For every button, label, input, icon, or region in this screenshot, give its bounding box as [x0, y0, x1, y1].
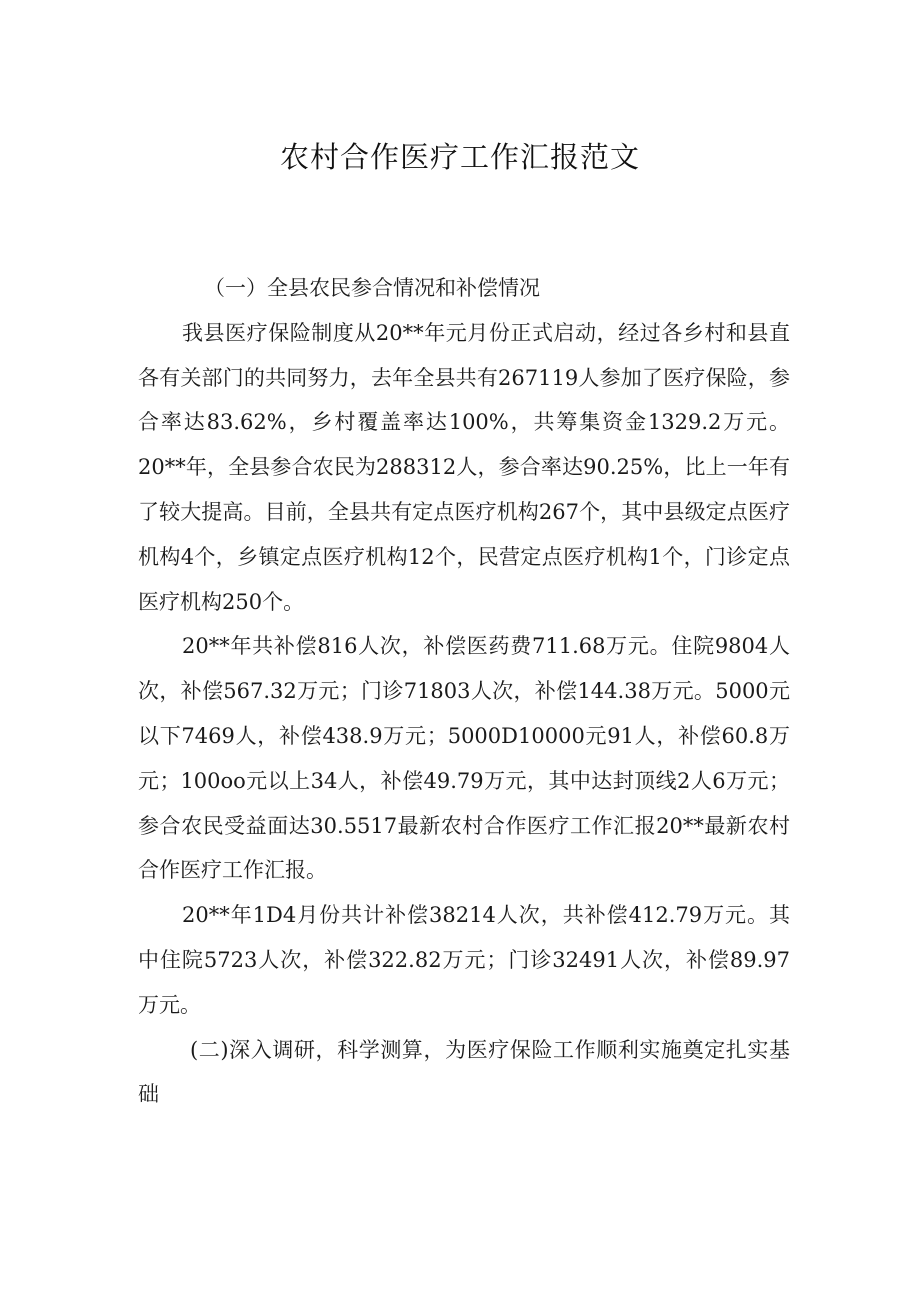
document-title: 农村合作医疗工作汇报范文 — [279, 140, 640, 174]
section-heading-2: (二)深入调研，科学测算，为医疗保险工作顺利实施奠定扎实基础 — [138, 1037, 790, 1107]
paragraph-participation: 我县医疗保险制度从20**年元月份正式启动，经过各乡村和县直各有关部门的共同努力，去年全县共有267119人参加了医疗保险，参合率达83.62%，乡村覆盖率达100%，共筹集资金1329.2万元。20**年，全县参合农民为288312人，参合率达90.25%，比上一年有了较大提高。目前，全县共有定点医疗机构267个，其中县级定点医疗机构4个，乡镇定点医疗机构12个，民营定点医疗机构1个，门诊定点医疗机构250个。 — [138, 320, 790, 614]
section-heading-1: （一）全县农民参合情况和补偿情况 — [204, 276, 540, 300]
paragraph-compensation-quarter: 20**年1D4月份共计补偿38214人次，共补偿412.79万元。其中住院5723人次，补偿322.82万元；门诊32491人次，补偿89.97万元。 — [138, 903, 790, 1017]
document-body — [138, 266, 790, 1117]
paragraph-compensation-annual: 20**年共补偿816人次，补偿医药费711.68万元。住院9804人次，补偿567.32万元；门诊71803人次，补偿144.38万元。5000元以下7469人，补偿438.9万元；5000D10000元91人，补偿60.8万元；100oo元以上34人，补偿49.79万元，其中达封顶线2人6万元；参合农民受益面达30.5517最新农村合作医疗工作汇报20**最新农村合作医疗工作汇报。 — [138, 634, 790, 883]
